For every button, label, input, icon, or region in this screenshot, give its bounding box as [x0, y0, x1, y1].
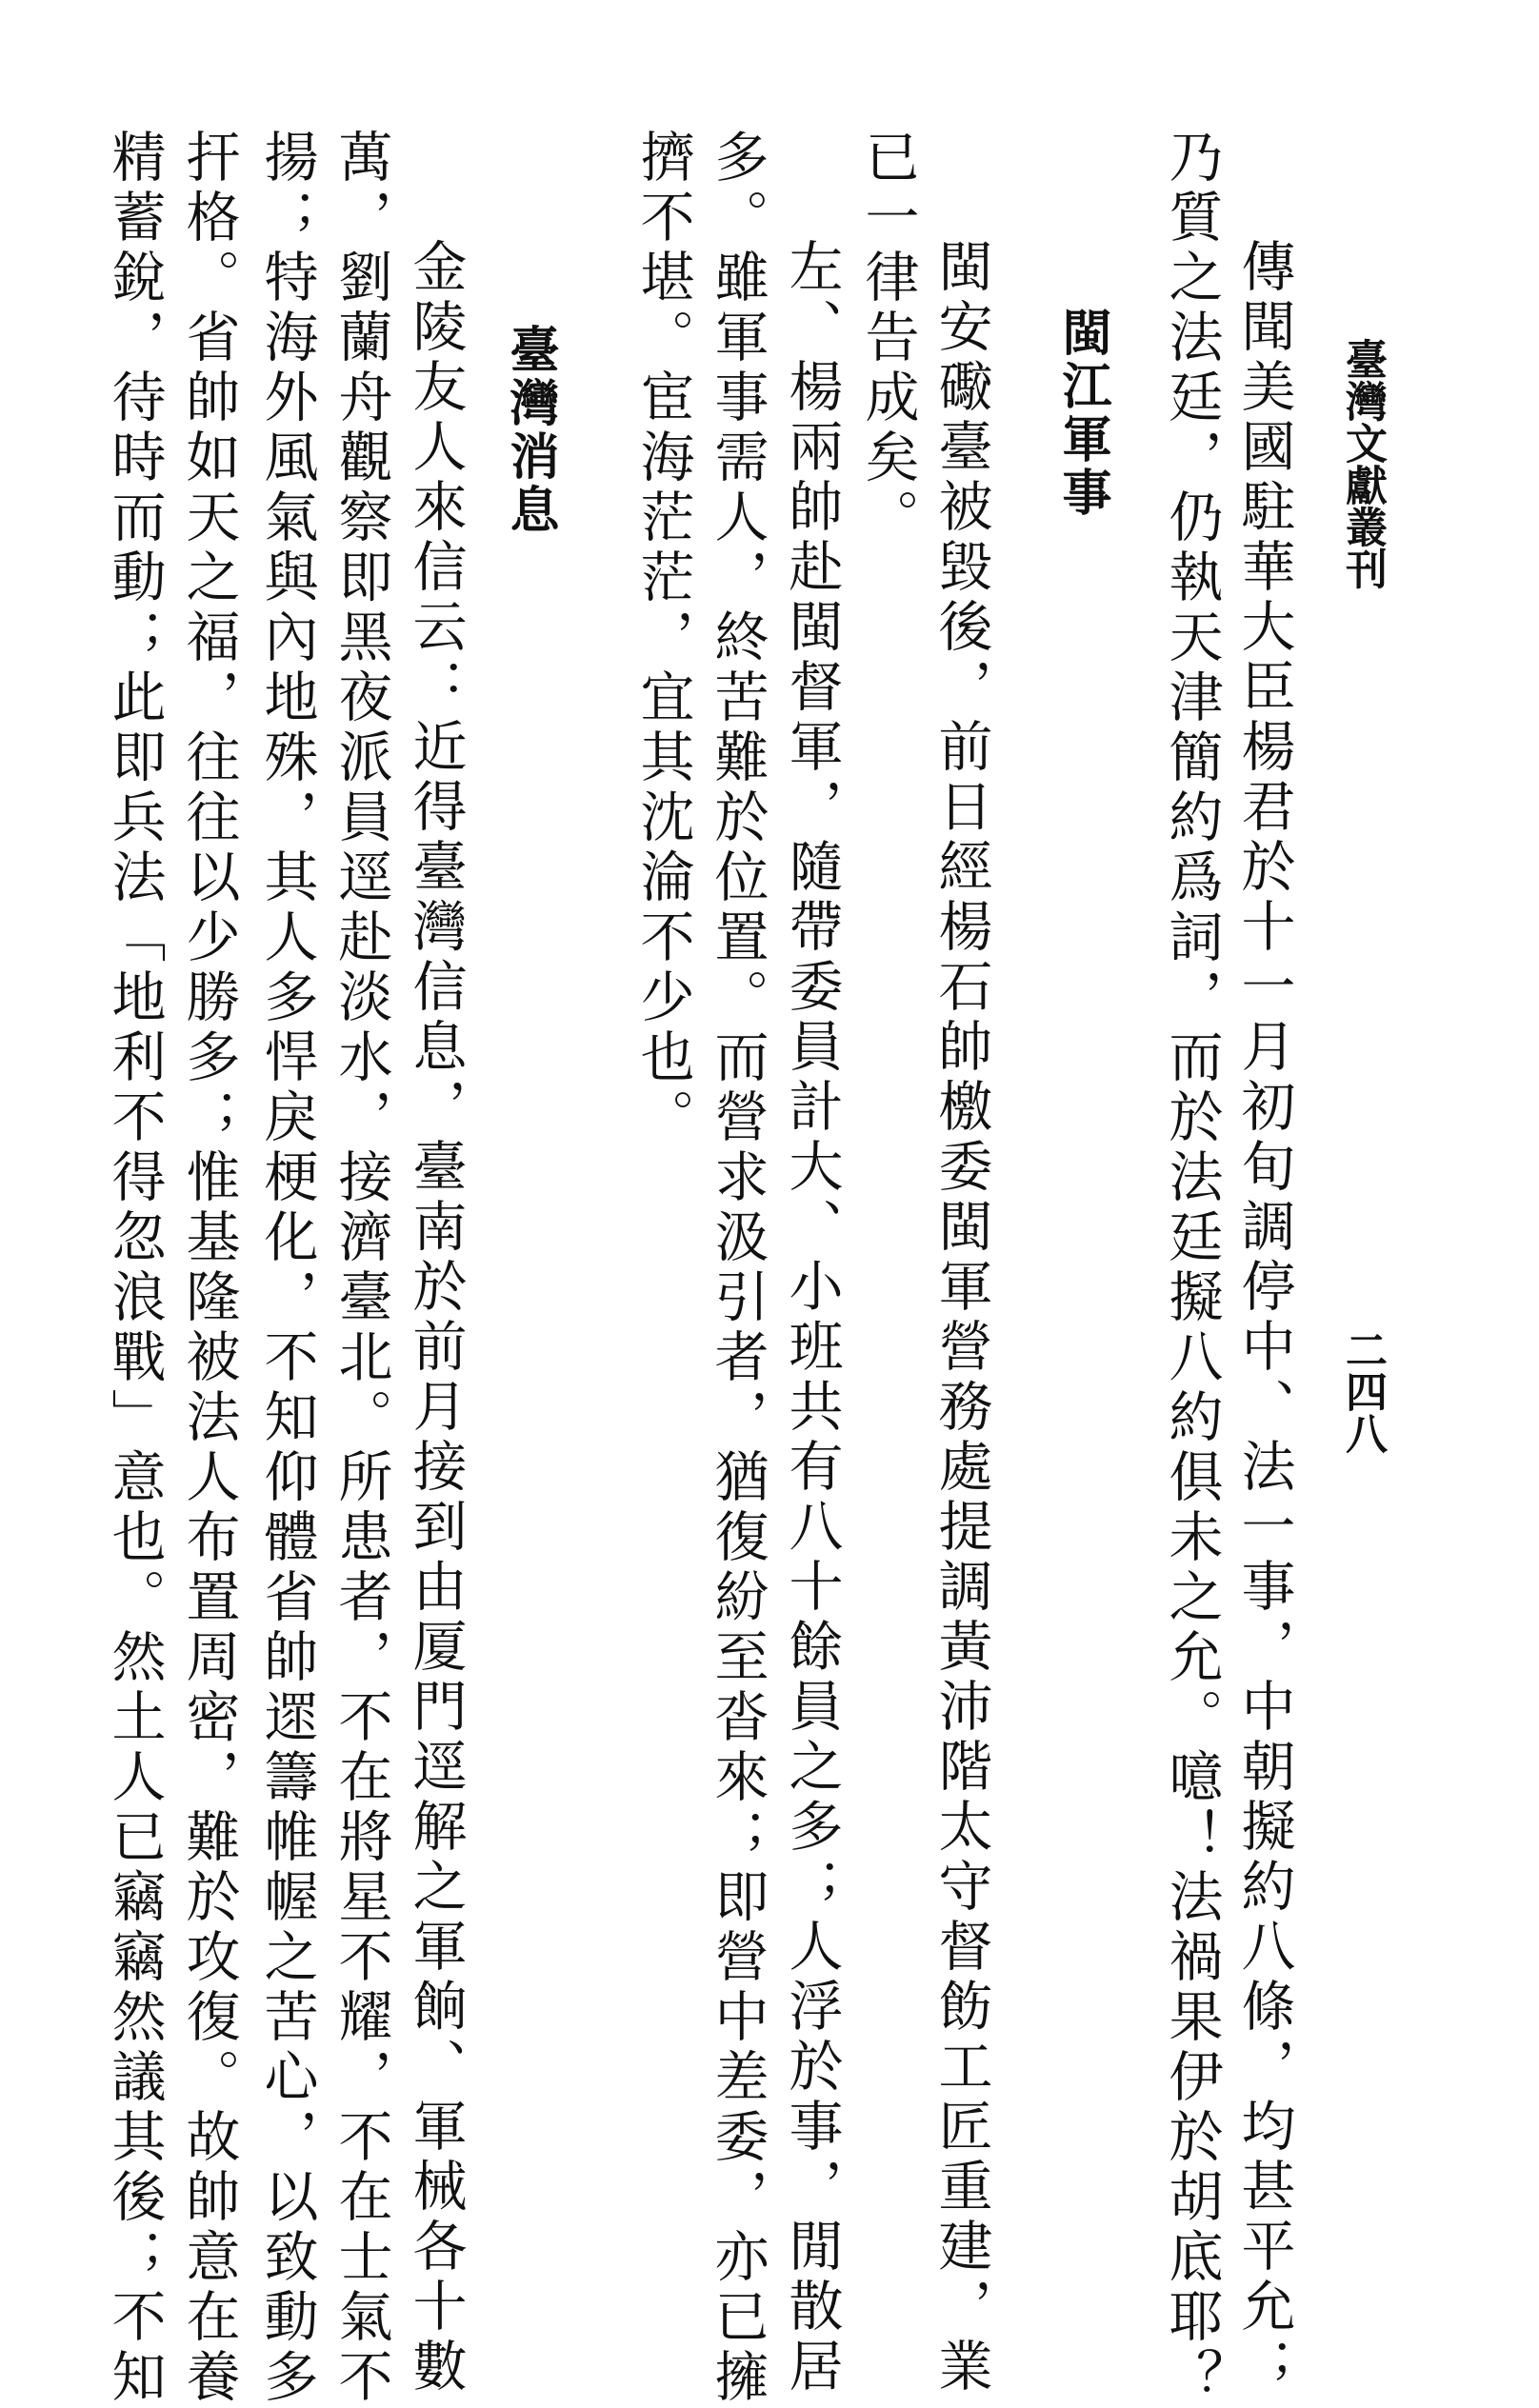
text-column: 揚；特海外風氣與內地殊，其人多悍戾梗化，不知仰體省帥遝籌帷幄之苦心，以致動多: [255, 129, 318, 2408]
text-column: 閩安礮臺被毀後，前日經楊石帥檄委閩軍營務處提調黃沛階太守督飭工匠重建，業: [929, 238, 992, 2398]
section-heading: 閩江軍事: [1053, 307, 1111, 520]
text-column: 擠不堪。宦海茫茫，宜其沈淪不少也。: [631, 129, 694, 1148]
text-column: 精蓄銳，待時而動；此即兵法「地利不得忽浪戰」意也。然土人已竊竊然議其後；不知: [103, 129, 166, 2408]
section-heading: 臺灣消息: [501, 324, 559, 537]
text-column: 左、楊兩帥赴閩督軍，隨帶委員計大、小班共有八十餘員之多；人浮於事，閒散居: [780, 238, 843, 2398]
text-column: 萬，劉蘭舟觀察即黑夜派員逕赴淡水，接濟臺北。所患者，不在將星不耀，不在士氣不: [330, 129, 392, 2408]
text-column: 扞格。省帥如天之福，往往以少勝多；惟基隆被法人布置周密，難於攻復。故帥意在養: [177, 129, 240, 2408]
text-column: 已一律告成矣。: [856, 129, 919, 548]
text-column: 金陵友人來信云：近得臺灣信息，臺南於前月接到由厦門逕解之軍餉、軍械各十數: [404, 238, 467, 2398]
page-number: 二四八: [1338, 1328, 1387, 1454]
text-column: 多。雖軍事需人，終苦難於位置。而營求汲引者，猶復紛至沓來；即營中差委，亦已擁: [706, 129, 769, 2408]
text-column: 乃質之法廷，仍執天津簡約爲詞，而於法廷擬八約俱未之允。噫！法禍果伊於胡底耶？: [1160, 129, 1223, 2408]
text-column: 傳聞美國駐華大臣楊君於十一月初旬調停中、法一事，中朝擬約八條，均甚平允；: [1232, 238, 1295, 2398]
book-title: 臺灣文獻叢刊: [1338, 338, 1387, 589]
